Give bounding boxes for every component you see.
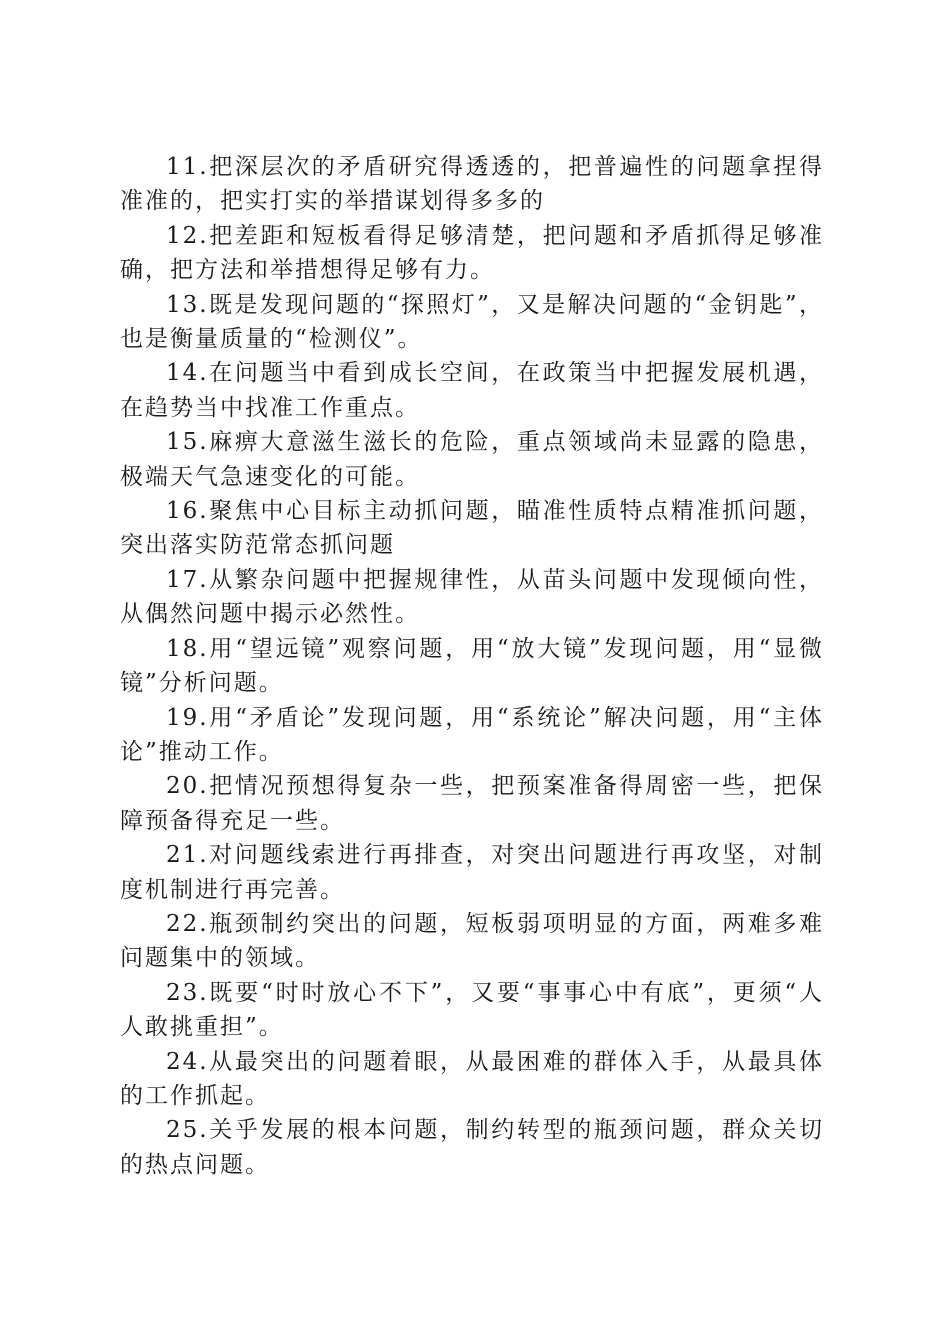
paragraph-16: 16.聚焦中心目标主动抓问题，瞄准性质特点精准抓问题，突出落实防范常态抓问题 (120, 498, 824, 559)
paragraph-11: 11.把深层次的矛盾研究得透透的，把普遍性的问题拿捏得准准的，把实打实的举措谋划得多多的 (120, 154, 824, 215)
paragraph-18: 18.用“望远镜”观察问题，用“放大镜”发现问题，用“显微镜”分析问题。 (120, 635, 824, 697)
paragraph-20: 20.把情况预想得复杂一些，把预案准备得周密一些，把保障预备得充足一些。 (120, 773, 824, 834)
document-page (120, 150, 824, 1182)
paragraph-24: 24.从最突出的问题着眼，从最困难的群体入手，从最具体的工作抓起。 (120, 1048, 824, 1109)
paragraph-22: 22.瓶颈制约突出的问题，短板弱项明显的方面，两难多难问题集中的领域。 (120, 910, 824, 972)
paragraph-15: 15.麻痹大意滋生滋长的危险，重点领域尚未显露的隐患，极端天气急速变化的可能。 (120, 429, 824, 490)
paragraph-25: 25.关乎发展的根本问题，制约转型的瓶颈问题，群众关切的热点问题。 (120, 1117, 824, 1178)
paragraph-14: 14.在问题当中看到成长空间，在政策当中把握发展机遇，在趋势当中找准工作重点。 (120, 360, 824, 421)
paragraph-12: 12.把差距和短板看得足够清楚，把问题和矛盾抓得足够准确，把方法和举措想得足够有力。 (120, 222, 824, 284)
paragraph-23: 23.既要“时时放心不下”，又要“事事心中有底”，更须“人人敢挑重担”。 (120, 979, 824, 1041)
paragraph-17: 17.从繁杂问题中把握规律性，从苗头问题中发现倾向性，从偶然问题中揭示必然性。 (120, 566, 824, 628)
paragraph-19: 19.用“矛盾论”发现问题，用“系统论”解决问题，用“主体论”推动工作。 (120, 704, 824, 765)
paragraph-21: 21.对问题线索进行再排查，对突出问题进行再攻坚，对制度机制进行再完善。 (120, 842, 824, 903)
paragraph-13: 13.既是发现问题的“探照灯”，又是解决问题的“金钥匙”，也是衡量质量的“检测仪”。 (120, 291, 824, 353)
